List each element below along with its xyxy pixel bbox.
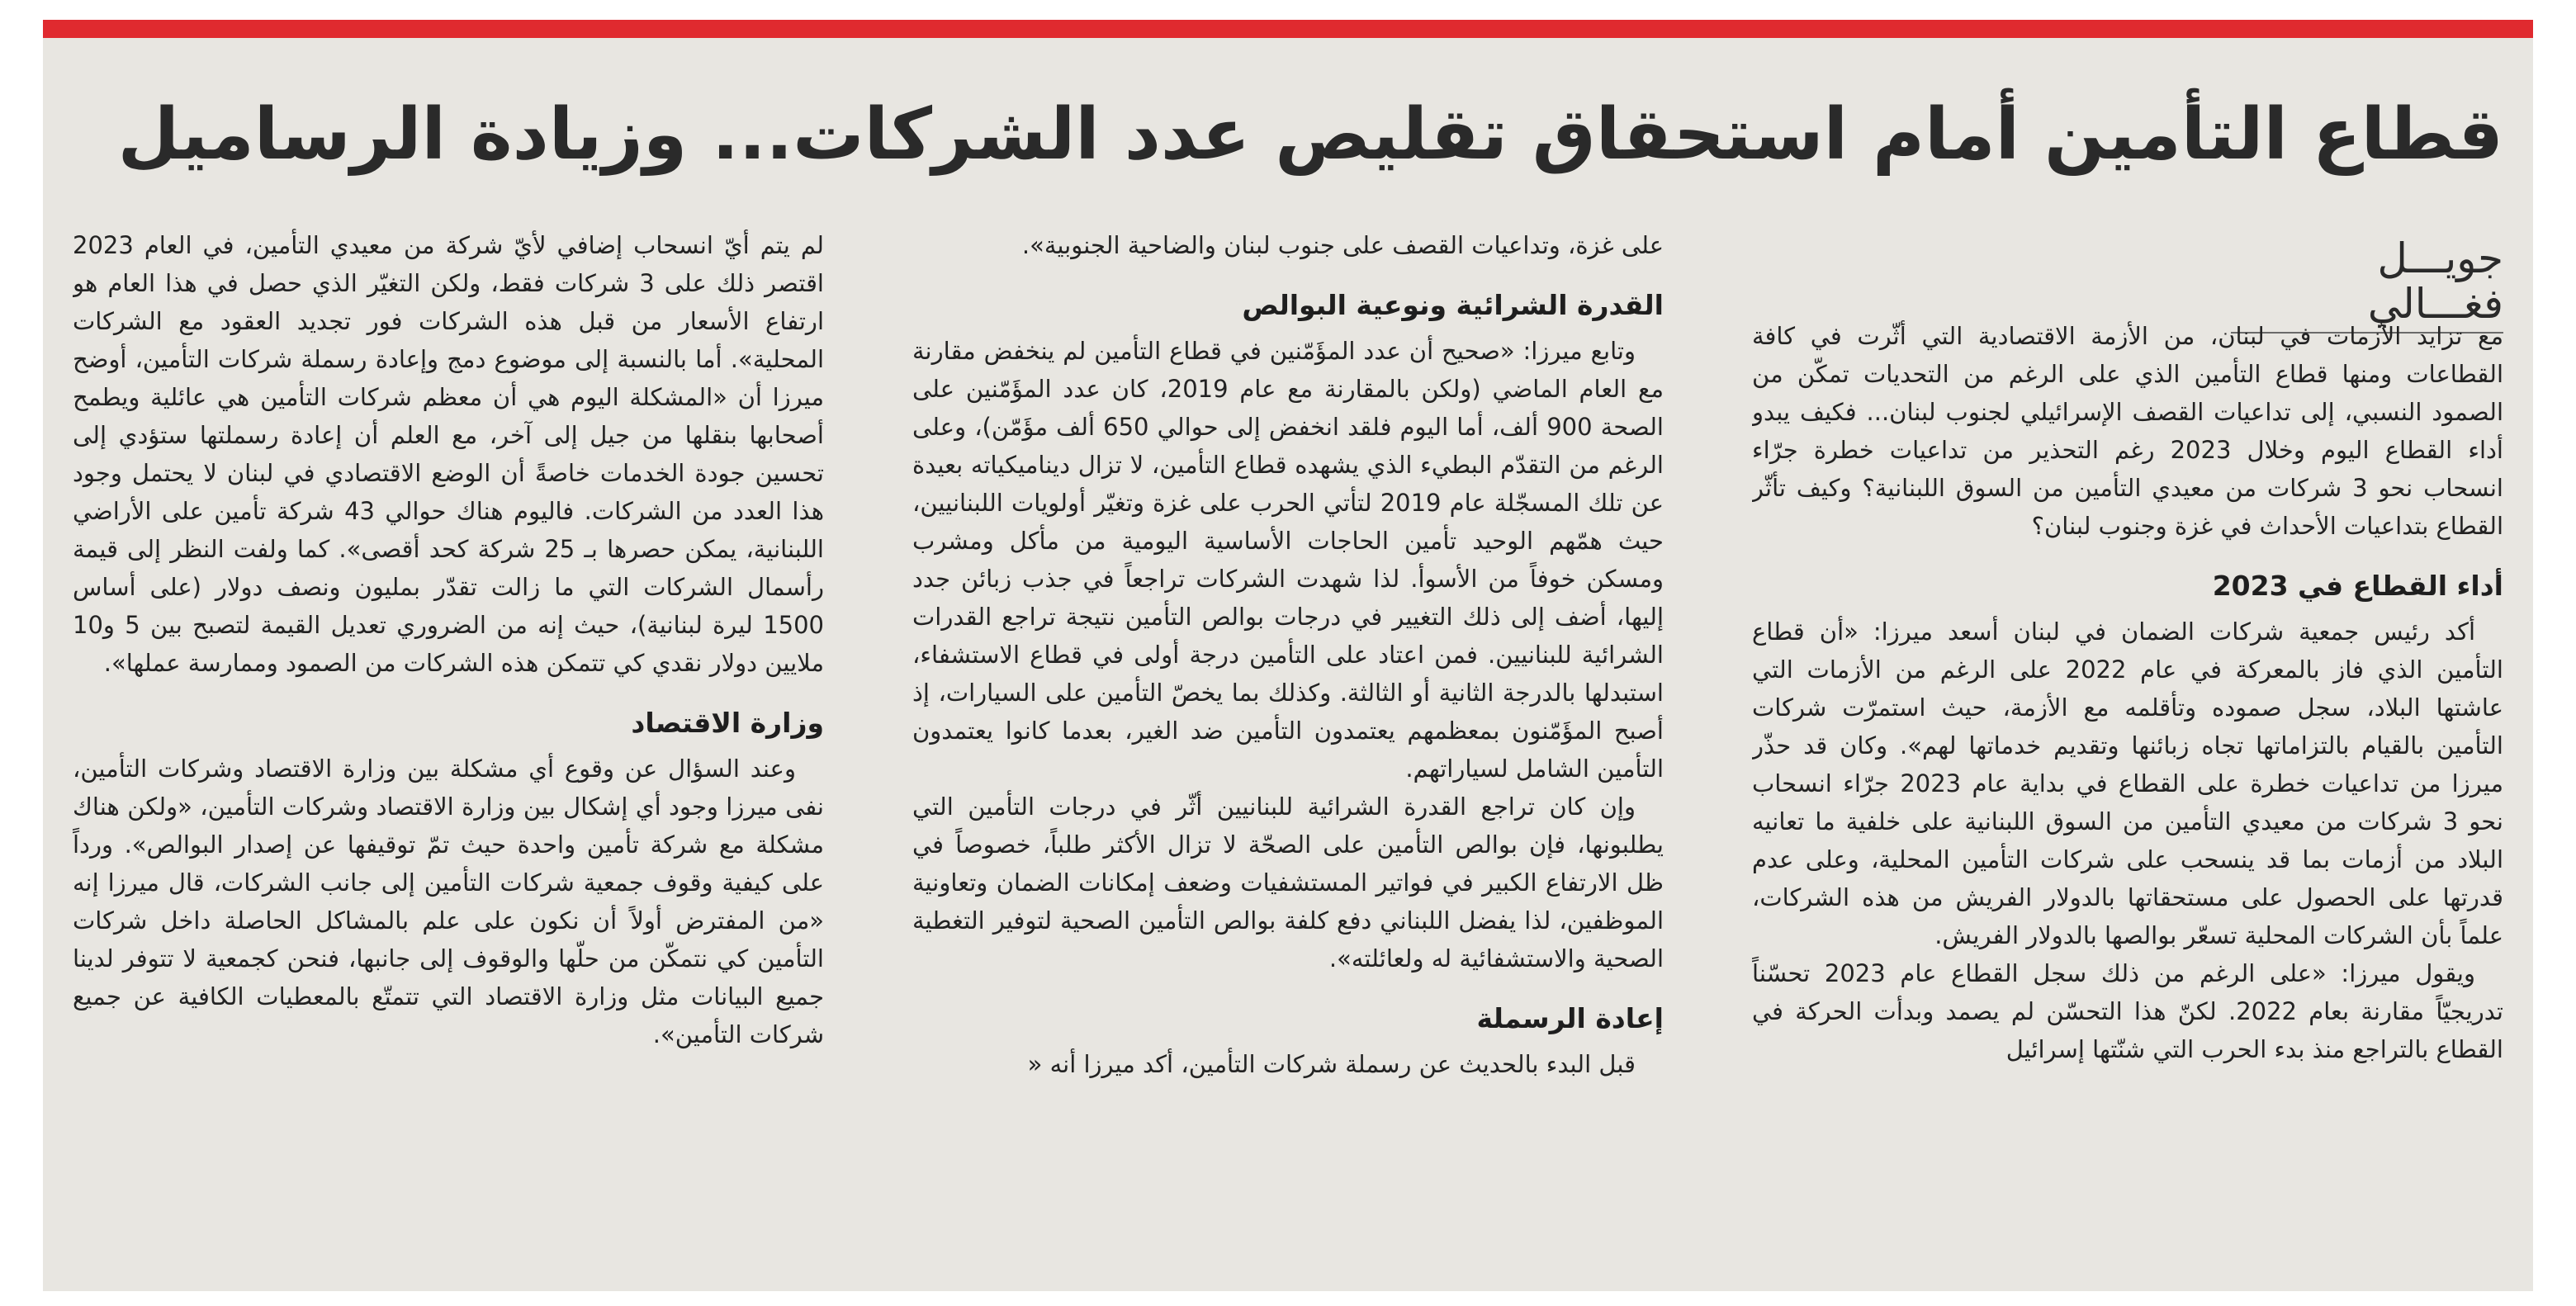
paragraph: على غزة، وتداعيات القصف على جنوب لبنان والضاحية الجنوبية». xyxy=(1021,231,1664,259)
section-heading: وزارة الاقتصاد xyxy=(631,707,824,739)
article-column-2 xyxy=(912,226,1664,1283)
byline: جويـــل فغـــالي xyxy=(2231,236,2503,334)
paragraph: وتابع ميرزا: «صحيح أن عدد المؤَمّنين في قطاع التأمين لم ينخفض مقارنة مع العام الماضي (ولكن بالمقارنة مع عام 2019، كان عدد المؤَمّنين على الصحة 900 ألف، أما اليوم فلقد انخفض إلى حوالي 650 ألف مؤَمّن)، وعلى الرغم من التقدّم البطيء الذي يشهده قطاع التأمين، لا تزال ديناميكياته بعيدة عن تلك المسجّلة عام 2019 لتأتي الحرب على غزة وتغيّر أولويات اللبنانيين، حيث همّهم الوحيد تأمين الحاجات الأساسية اليومية من مأكل ومشرب ومسكن خوفاً من الأسوأ. لذا شهدت الشركات تراجعاً في جذب زبائن جدد إليها، أضف إلى ذلك التغيير في درجات بوالص التأمين نتيجة تراجع القدرات الشرائية للبنانيين. فمن اعتاد على التأمين درجة أولى في قطاع الاستشفاء، استبدلها بالدرجة الثانية أو الثالثة. وكذلك بما يخصّ التأمين على السيارات، إذ أصبح المؤَمّنون بمعظمهم يعتمدون التأمين ضد الغير، بعدما كانوا يعتمدون التأمين الشامل لسياراتهم. xyxy=(912,337,1664,783)
paragraph: وإن كان تراجع القدرة الشرائية للبنانيين أثّر في درجات التأمين التي يطلبونها، فإن بوالص التأمين على الصحّة لا تزال الأكثر طلباً، خصوصاً في ظل الارتفاع الكبير في فواتير المستشفيات وضعف إمكانات الضمان وتعاونية الموظفين، لذا يفضل اللبناني دفع كلفة بوالص التأمين الصحية لتوفير التغطية الصحية والاستشفائية له ولعائلته». xyxy=(912,793,1664,972)
paragraph: وعند السؤال عن وقوع أي مشكلة بين وزارة الاقتصاد وشركات التأمين، نفى ميرزا وجود أي إشكال بين وزارة الاقتصاد وشركات التأمين، «ولكن هناك مشكلة مع شركة تأمين واحدة حيث تمّ توقيفها عن إصدار البوالص». ورداً على كيفية وقوف جمعية شركات التأمين إلى جانب الشركات، قال ميرزا إنه «من المفترض أولاً أن نكون على علم بالمشاكل الحاصلة داخل شركات التأمين كي نتمكّن من حلّها والوقوف إلى جانبها، فنحن كجمعية لا تتوفر لدينا جميع البيانات مثل وزارة الاقتصاد التي تتمتّع بالمعطيات الكافية عن جميع شركات التأمين». xyxy=(73,755,824,1048)
accent-bar xyxy=(43,20,2533,38)
paragraph: أكد رئيس جمعية شركات الضمان في لبنان أسعد ميرزا: «أن قطاع التأمين الذي فاز بالمعركة في عام 2022 على الرغم من الأزمات التي عاشتها البلاد، سجل صموده وتأقلمه مع الأزمة، حيث استمرّت شركات التأمين بالقيام بالتزاماتها تجاه زبائنها وتقديم خدماتها لهم». وكان قد حذّر ميرزا من تداعيات خطرة على القطاع في بداية عام 2023 جرّاء انسحاب نحو 3 شركات من معيدي التأمين من السوق اللبنانية على خلفية ما تعانيه البلاد من أزمات بما قد ينسحب على شركات التأمين المحلية، وعلى عدم قدرتها على الحصول على مستحقاتها بالدولار الفريش من هذه الشركات، علماً بأن الشركات المحلية تسعّر بوالصها بالدولار الفريش. xyxy=(1752,618,2503,949)
paragraph: ويقول ميرزا: «على الرغم من ذلك سجل القطاع عام 2023 تحسّناً تدريجيّاً مقارنة بعام 2022. لكنّ هذا التحسّن لم يصمد وبدأت الحركة في القطاع بالتراجع منذ بدء الحرب التي شنّتها إسرائيل xyxy=(1752,959,2503,1063)
headline: قطاع التأمين أمام استحقاق تقليص عدد الشركات... وزيادة الرساميل xyxy=(117,93,2503,176)
section-heading: إعادة الرسملة xyxy=(1476,1002,1664,1034)
paragraph: مع تزايد الأزمات في لبنان، من الأزمة الاقتصادية التي أثّرت في كافة القطاعات ومنها قطاع التأمين الذي على الرغم من التحديات تمكّن من الصمود النسبي، إلى تداعيات القصف الإسرائيلي لجنوب لبنان... فكيف يبدو أداء القطاع اليوم وخلال 2023 رغم التحذير من تداعيات خطرة جرّاء انسحاب نحو 3 شركات من معيدي التأمين من السوق اللبنانية؟ وكيف تأثّر القطاع بتداعيات الأحداث في غزة وجنوب لبنان؟ xyxy=(1752,322,2503,540)
newspaper-page xyxy=(43,20,2533,1291)
section-heading: القدرة الشرائية ونوعية البوالص xyxy=(1242,289,1664,321)
article-column-3 xyxy=(73,226,824,1283)
article-column-1 xyxy=(1752,317,2503,1283)
paragraph: قبل البدء بالحديث عن رسملة شركات التأمين، أكد ميرزا أنه « xyxy=(1027,1050,1636,1078)
paragraph: لم يتم أيّ انسحاب إضافي لأيّ شركة من معيدي التأمين، في العام 2023 اقتصر ذلك على 3 شركات فقط، ولكن التغيّر الذي حصل في هذا العام هو ارتفاع الأسعار من قبل هذه الشركات فور تجديد العقود مع الشركات المحلية». أما بالنسبة إلى موضوع دمج وإعادة رسملة شركات التأمين، أوضح ميرزا أن «المشكلة اليوم هي أن معظم شركات التأمين هي عائلية ويطمح أصحابها بنقلها من جيل إلى آخر، مع العلم أن إعادة رسملتها ستؤدي إلى تحسين جودة الخدمات خاصةً أن الوضع الاقتصادي في لبنان لا يحتمل وجود هذا العدد من الشركات. فاليوم هناك حوالي 43 شركة تأمين على الأراضي اللبنانية، يمكن حصرها بـ 25 شركة كحد أقصى». كما ولفت النظر إلى قيمة رأسمال الشركات التي ما زالت تقدّر بمليون ونصف دولار (على أساس 1500 ليرة لبنانية)، حيث إنه من الضروري تعديل القيمة لتصبح بين 5 و10 ملايين دولار نقدي كي تتمكن هذه الشركات من الصمود وممارسة عملها». xyxy=(73,231,824,677)
section-heading: أداء القطاع في 2023 xyxy=(2212,570,2503,602)
